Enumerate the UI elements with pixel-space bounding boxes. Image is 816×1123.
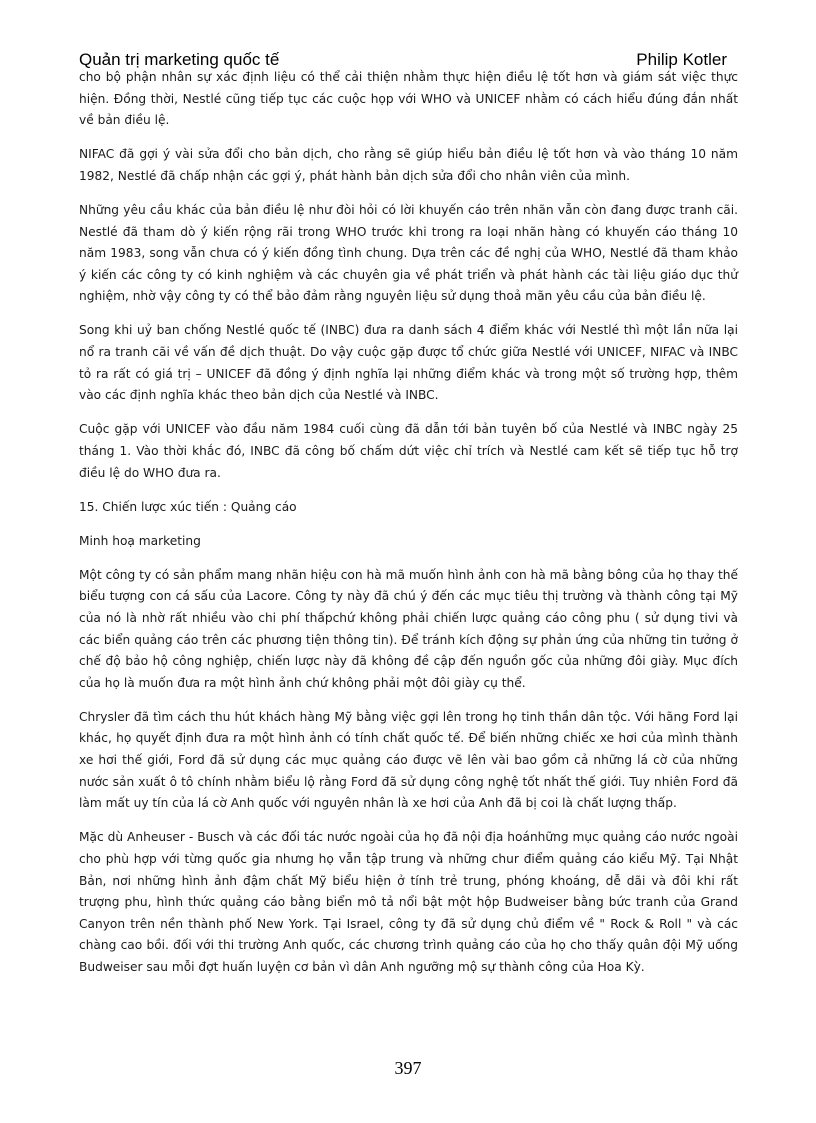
paragraph: cho bộ phận nhân sự xác định liệu có thể cải thiện nhằm thực hiện điều lệ tốt hơn và giám sát việc thực hiện. Đồng thời, Nestlé cũng tiếp tục các cuộc họp với WHO và UNICEF nhằm có cách hiểu đúng đắn nhất về bản điều lệ. bbox=[79, 70, 738, 128]
section-heading: 15. Chiến lược xúc tiến : Quảng cáo bbox=[79, 499, 297, 514]
paragraph: Chrysler đã tìm cách thu hút khách hàng Mỹ bằng việc gợi lên trong họ tinh thần dân tộc. Với hãng Ford lại khác, họ quyết định đưa ra một hình ảnh có tính chất quốc tế. Để biến những chiếc xe hơi của mình thành xe hơi thế giới, Ford đã sử dụng các mục quảng cáo được vẽ lên vài bao gồm cả những lá cờ của những nước sản xuất ô tô chính nhằm biểu lộ rằng Ford đã sử dụng công nghệ tốt nhất thế giới. Tuy nhiên Ford đã làm mất uy tín của lá cờ Anh quốc với nguyên nhân là xe hơi của Anh đã bị coi là chất lượng thấp. bbox=[79, 709, 738, 811]
paragraph: NIFAC đã gợi ý vài sửa đổi cho bản dịch, cho rằng sẽ giúp hiểu bản điều lệ tốt hơn và vào tháng 10 năm 1982, Nestlé đã chấp nhận các gợi ý, phát hành bản dịch sửa đổi cho nhân viên của mình. bbox=[79, 147, 738, 183]
paragraph: Những yêu cầu khác của bản điều lệ như đòi hỏi có lời khuyến cáo trên nhãn vẫn còn đang được tranh cãi. Nestlé đã tham dò ý kiến rộng rãi trong WHO trước khi trong ra loại nhãn hàng có khuyến cáo tháng 10 năm 1983, song vẫn chưa có ý kiến đồng tình chung. Dựa trên các đề nghị của WHO, Nestlé đã tham khảo ý kiến các công ty có kinh nghiệm và các chuyên gia về phát triển và phát hành các tài liệu giáo dục thử nghiệm, nhờ vậy công ty có thể bảo đảm rằng nguyên liệu sử dụng thoả mãn yêu cầu của bản điều lệ. bbox=[79, 202, 738, 304]
book-title: Quản trị marketing quốc tế bbox=[79, 50, 280, 69]
paragraph: Một công ty có sản phẩm mang nhãn hiệu con hà mã muốn hình ảnh con hà mã bằng bông của họ thay thế biểu tượng con cá sấu của Lacore. Công ty này đã chú ý đến các mục tiêu thị trường và thành công tại Mỹ của nó là nhờ rất nhiều vào chi phí thấpchứ không phải chiến lược quảng cáo công phu ( sử dụng tivi và các biển quảng cáo trên các phương tiện thông tin). Để tránh kích động sự phản ứng của những tin tưởng ở chế độ bảo hộ công nghiệp, chiến lược này đã không đề cập đến nguồn gốc của những đôi giày. Mục đích của họ là muốn đưa ra một hình ảnh chứ không phải một đôi giày cụ thể. bbox=[79, 567, 738, 690]
subsection-heading: Minh hoạ marketing bbox=[79, 533, 201, 548]
paragraph: Song khi uỷ ban chống Nestlé quốc tế (INBC) đưa ra danh sách 4 điểm khác với Nestlé thì một lần nữa lại nổ ra tranh cãi về vấn đề dịch thuật. Do vậy cuộc gặp được tổ chức giữa Nestlé với UNICEF, NIFAC và INBC tỏ ra rất có giá trị – UNICEF đã đồng ý định nghĩa lại những điểm khác và trong một số trường hợp, thêm vào các định nghĩa khác theo bản dịch của Nestlé và INBC. bbox=[79, 323, 738, 403]
paragraph: Mặc dù Anheuser - Busch và các đối tác nước ngoài của họ đã nội địa hoánhững mục quảng cáo nước ngoài cho phù hợp với từng quốc gia nhưng họ vẫn tập trung và những chur điểm quảng cáo kiểu Mỹ. Tại Nhật Bản, nơi những hình ảnh đậm chất Mỹ biểu hiện ở tính trẻ trung, phóng khoáng, dễ dãi và đôi khi rất trượng phu, hình thức quảng cáo bằng biển mô tả nổi bật một hộp Budweiser bằng bức tranh của Grand Canyon trên nền thành phố New York. Tại Israel, công ty đã sử dụng chủ điểm về " Rock & Roll " và các chàng cao bồi. đối với thi trường Anh quốc, các chương trình quảng cáo của họ cho thấy quân đội Mỹ uống Budweiser sau mỗi đợt huấn luyện cơ bản vì dân Anh ngưỡng mộ sự thành công của Hoa Kỳ. bbox=[79, 830, 738, 974]
body-text bbox=[79, 67, 738, 991]
page-number: 397 bbox=[394, 1058, 422, 1078]
author-name: Philip Kotler bbox=[636, 50, 727, 69]
paragraph: Cuộc gặp với UNICEF vào đầu năm 1984 cuối cùng đã dẫn tới bản tuyên bố của Nestlé và INBC ngày 25 tháng 1. Vào thời khắc đó, INBC đã công bố chấm dứt việc chỉ trích và Nestlé cam kết sẽ tiếp tục hỗ trợ điều lệ do WHO đưa ra. bbox=[79, 422, 738, 480]
